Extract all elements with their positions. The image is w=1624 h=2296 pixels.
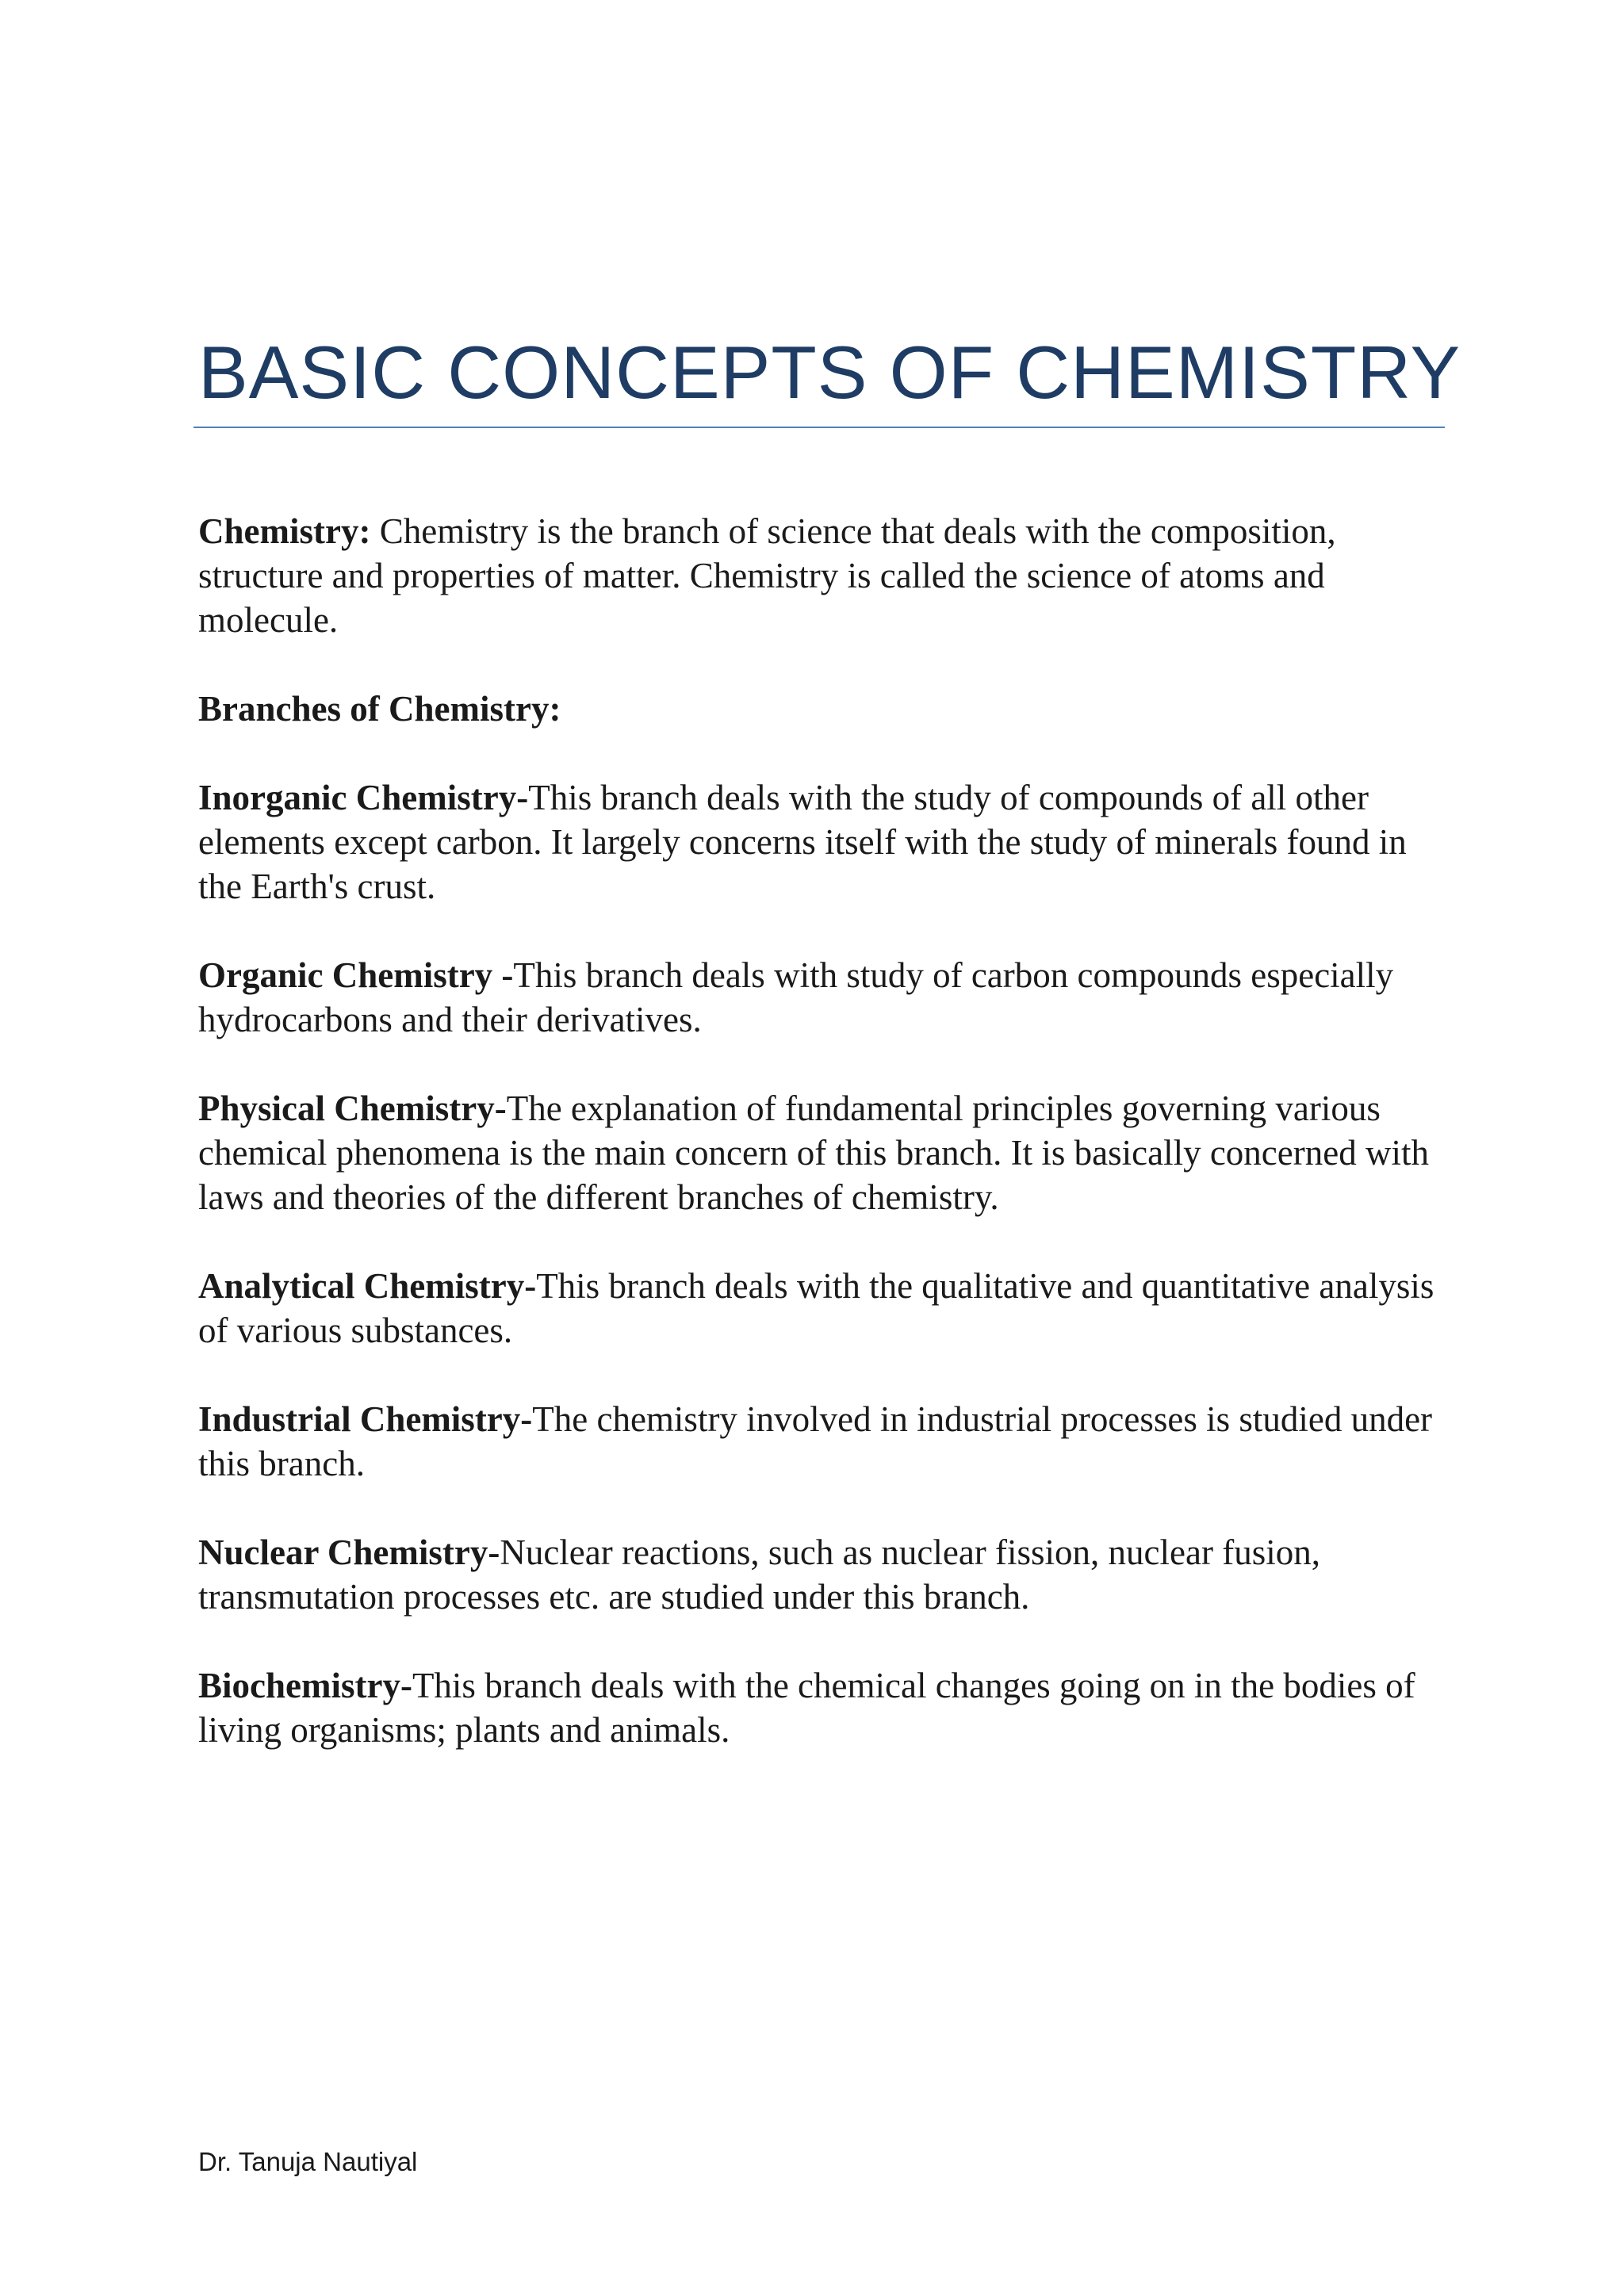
branch-text: This branch deals with the chemical changes going on in the bodies of living organisms; plants and animals. (198, 1666, 1415, 1750)
branches-heading (198, 687, 1451, 731)
branch-paragraph-nuclear (198, 1530, 1451, 1619)
branch-paragraph-organic (198, 953, 1451, 1042)
branch-paragraph-physical (198, 1086, 1451, 1219)
branch-text: This branch deals with the study of compounds of all other elements except carbon. It largely concerns itself with the study of minerals found in the Earth's crust. (198, 778, 1407, 906)
document-title: BASIC CONCEPTS OF CHEMISTRY (198, 331, 1461, 414)
branch-term: Inorganic Chemistry- (198, 778, 529, 817)
branch-paragraph-industrial (198, 1397, 1451, 1486)
branch-term: Nuclear Chemistry- (198, 1533, 500, 1572)
document-body (198, 509, 1451, 1797)
title-underline-rule (193, 427, 1445, 428)
branch-text: This branch deals with study of carbon compounds especially hydrocarbons and their derivatives. (198, 955, 1394, 1039)
branch-paragraph-analytical (198, 1264, 1451, 1353)
intro-term: Chemistry: (198, 511, 371, 551)
intro-text: Chemistry is the branch of science that deals with the composition, structure and properties of matter. Chemistry is called the science of atoms and molecule. (198, 511, 1336, 640)
branch-text: This branch deals with the qualitative and quantitative analysis of various substances. (198, 1266, 1434, 1350)
branch-term: Biochemistry- (198, 1666, 412, 1705)
branch-text: Nuclear reactions, such as nuclear fission, nuclear fusion, transmutation processes etc. are studied under this branch. (198, 1533, 1320, 1617)
branch-term: Industrial Chemistry- (198, 1399, 533, 1439)
branch-paragraph-inorganic (198, 775, 1451, 909)
branch-text: The chemistry involved in industrial processes is studied under this branch. (198, 1399, 1433, 1483)
intro-paragraph (198, 509, 1451, 642)
footer-author: Dr. Tanuja Nautiyal (198, 2147, 418, 2176)
branch-text: The explanation of fundamental principles governing various chemical phenomena is the main concern of this branch. It is basically concerned with laws and theories of the different branches of chemistry. (198, 1089, 1429, 1217)
branch-paragraph-biochemistry (198, 1663, 1451, 1752)
branch-term: Analytical Chemistry- (198, 1266, 537, 1306)
branch-term: Organic Chemistry - (198, 955, 514, 995)
branch-term: Physical Chemistry- (198, 1089, 507, 1128)
branches-heading-text: Branches of Chemistry: (198, 689, 561, 729)
